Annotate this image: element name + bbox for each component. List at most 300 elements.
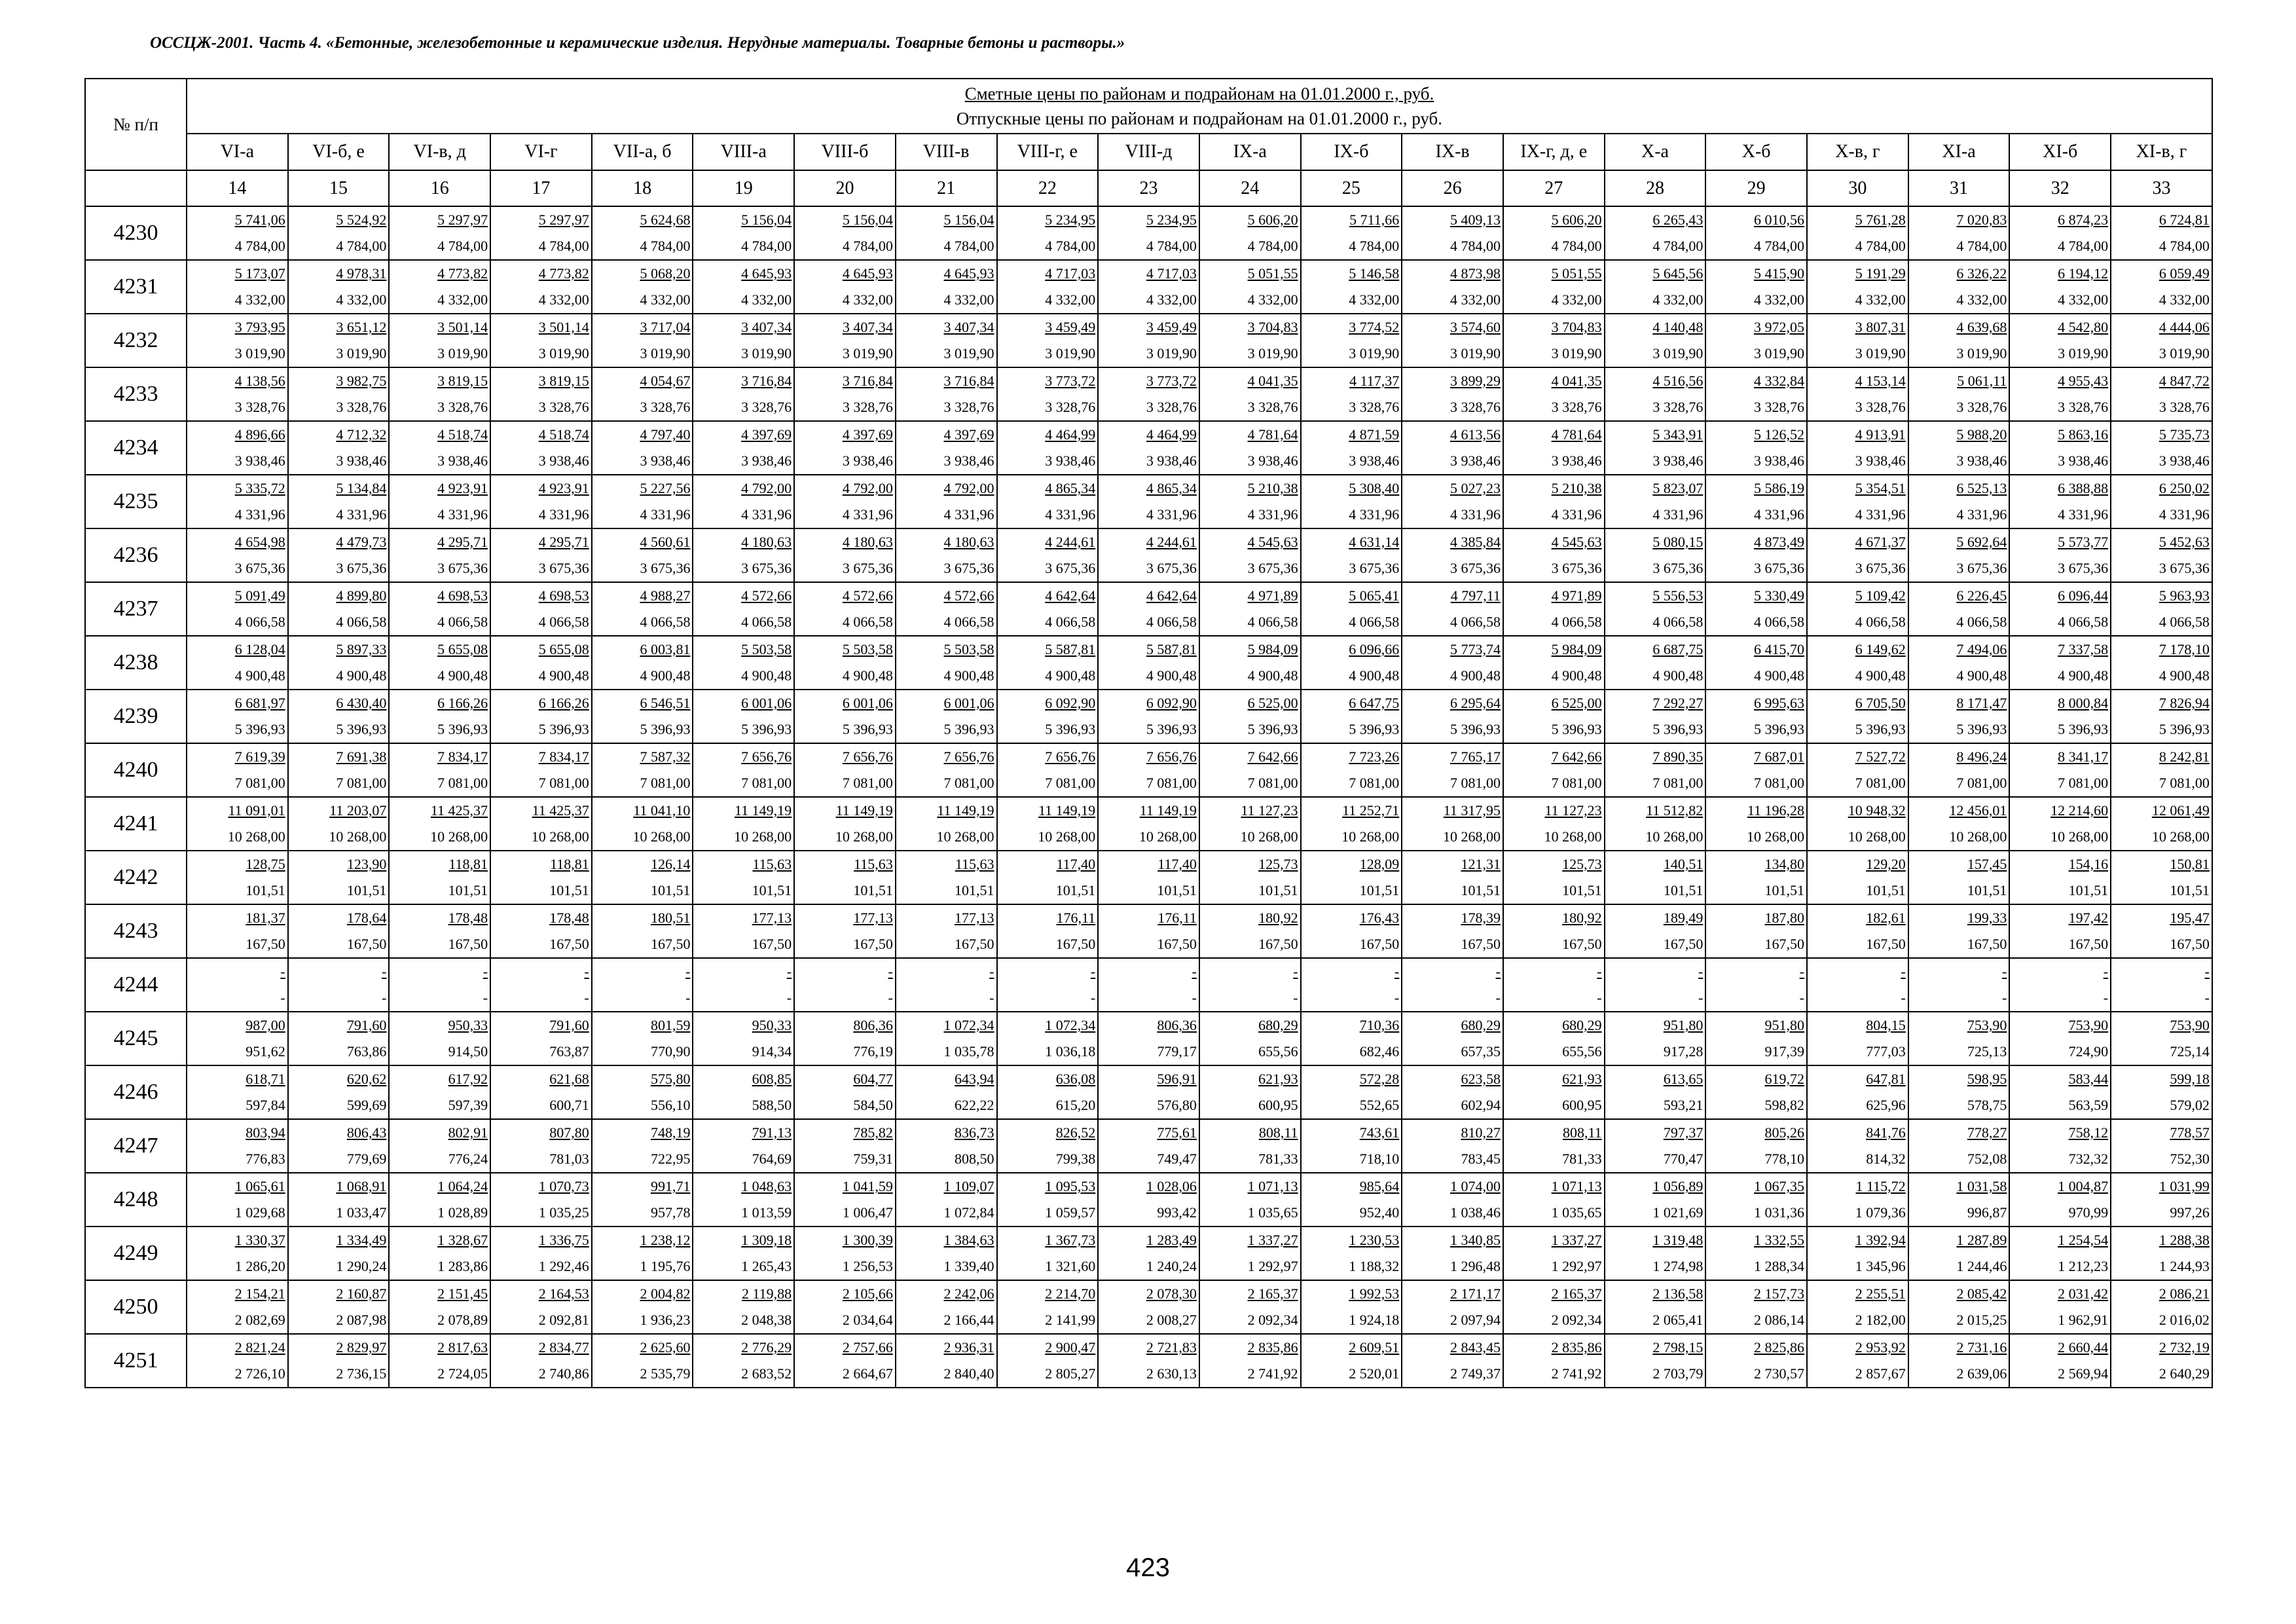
release-price: 3 328,76	[1349, 399, 1400, 415]
price-cell	[490, 475, 592, 528]
price-cell	[2111, 1065, 2212, 1119]
release-price: 917,28	[1663, 1043, 1704, 1060]
estimated-price: 1 074,00	[1449, 1178, 1501, 1194]
release-price: 5 396,93	[1754, 721, 1804, 737]
release-price: 2 034,64	[842, 1312, 893, 1328]
price-cell	[2111, 1119, 2212, 1173]
price-cell	[1605, 904, 1706, 958]
price-cell	[1705, 1065, 1807, 1119]
price-cell	[2111, 743, 2212, 797]
estimated-price: 4 138,56	[234, 373, 285, 389]
column-number-blank	[85, 170, 187, 206]
release-price: 101,51	[346, 882, 387, 898]
release-price: 2 640,29	[2159, 1365, 2210, 1382]
estimated-price: 4 516,56	[1652, 373, 1704, 389]
price-cell	[1807, 1280, 1908, 1334]
release-price: 4 331,96	[640, 506, 691, 523]
price-cell	[896, 1012, 997, 1065]
price-cell	[2111, 1334, 2212, 1388]
estimated-price: 2 136,58	[1652, 1285, 1704, 1302]
estimated-price: 1 254,54	[2058, 1232, 2109, 1248]
estimated-price: 4 180,63	[741, 534, 792, 550]
table-row	[85, 636, 2212, 690]
price-cell	[1503, 1012, 1605, 1065]
price-cell	[592, 1119, 693, 1173]
release-price: 2 166,44	[943, 1312, 994, 1328]
price-cell	[1301, 475, 1402, 528]
release-price: 167,50	[246, 936, 285, 952]
release-price: 7 081,00	[1956, 775, 2007, 791]
price-cell	[187, 1065, 288, 1119]
column-number: 32	[2009, 170, 2111, 206]
release-price: 4 900,48	[1652, 667, 1704, 684]
release-price: 2 008,27	[1146, 1312, 1197, 1328]
estimated-price: 3 459,49	[1045, 319, 1096, 335]
estimated-price: 753,90	[2068, 1017, 2109, 1033]
price-cell	[288, 528, 390, 582]
release-price: 5 396,93	[943, 721, 994, 737]
estimated-price: 6 001,06	[741, 695, 792, 711]
release-price: 10 268,00	[1341, 828, 1400, 845]
release-price: 4 784,00	[1652, 238, 1704, 254]
price-cell	[1705, 743, 1807, 797]
row-number: 4243	[85, 904, 187, 958]
column-number: 25	[1301, 170, 1402, 206]
row-number: 4248	[85, 1173, 187, 1227]
release-price: 5 396,93	[1146, 721, 1197, 737]
release-price: 3 019,90	[538, 345, 589, 361]
release-price: 101,51	[1967, 882, 2007, 898]
estimated-price: 2 829,97	[336, 1339, 387, 1356]
estimated-price: 5 210,38	[1247, 480, 1298, 496]
estimated-price: 5 984,09	[1247, 641, 1298, 657]
release-price: 3 019,90	[1449, 345, 1501, 361]
price-cell	[1098, 528, 1199, 582]
release-price: 3 328,76	[1956, 399, 2007, 415]
estimated-price: 5 587,81	[1045, 641, 1096, 657]
price-cell	[1705, 1334, 1807, 1388]
price-cell	[997, 1227, 1099, 1280]
price-cell	[1402, 1334, 1503, 1388]
district-header: VIII-г, е	[997, 134, 1099, 170]
price-cell	[490, 1173, 592, 1227]
table-row	[85, 1012, 2212, 1065]
price-cell	[1807, 636, 1908, 690]
price-cell	[288, 367, 390, 421]
table-row	[85, 851, 2212, 904]
price-cell	[187, 904, 288, 958]
price-cell	[490, 690, 592, 743]
estimated-price: 5 655,08	[538, 641, 589, 657]
estimated-price: 11 149,19	[835, 802, 893, 819]
release-price: 4 900,48	[1551, 667, 1602, 684]
estimated-price: 176,11	[1056, 910, 1096, 926]
price-cell	[1807, 743, 1908, 797]
release-price: 4 331,96	[1449, 506, 1501, 523]
price-cell	[1503, 1334, 1605, 1388]
release-price: 779,69	[346, 1151, 387, 1167]
release-price: 3 675,36	[2058, 560, 2109, 576]
estimated-price: 1 367,73	[1045, 1232, 1096, 1248]
price-cell	[1098, 797, 1199, 851]
estimated-price: 6 687,75	[1652, 641, 1704, 657]
price-cell	[1605, 1012, 1706, 1065]
release-price: 10 268,00	[2151, 828, 2210, 845]
release-price: 3 328,76	[1855, 399, 1906, 415]
price-title-cell	[187, 79, 2212, 134]
estimated-price: 778,27	[1967, 1124, 2007, 1141]
estimated-price: 2 151,45	[437, 1285, 488, 1302]
release-price: 101,51	[549, 882, 589, 898]
release-price: 2 141,99	[1045, 1312, 1096, 1328]
release-price: 7 081,00	[1045, 775, 1096, 791]
release-price: 2 683,52	[741, 1365, 792, 1382]
release-price: 4 900,48	[640, 667, 691, 684]
estimated-price: 1 064,24	[437, 1178, 488, 1194]
release-price: 655,56	[1562, 1043, 1602, 1060]
price-cell	[1705, 1012, 1807, 1065]
estimated-price: 1 004,87	[2058, 1178, 2109, 1194]
price-cell	[2111, 582, 2212, 636]
release-price: 4 331,96	[842, 506, 893, 523]
estimated-price: 12 214,60	[2050, 802, 2109, 819]
price-cell	[896, 958, 997, 1012]
price-cell	[1503, 797, 1605, 851]
price-cell	[1503, 260, 1605, 314]
release-price: 615,20	[1055, 1097, 1096, 1113]
price-cell	[997, 1334, 1099, 1388]
estimated-price: 5 134,84	[336, 480, 387, 496]
price-cell	[1807, 475, 1908, 528]
release-price: 101,51	[448, 882, 488, 898]
price-cell	[2009, 1065, 2111, 1119]
estimated-price: 117,40	[1056, 856, 1096, 872]
release-price: 4 066,58	[1449, 614, 1501, 630]
price-cell	[794, 904, 896, 958]
price-cell	[1098, 743, 1199, 797]
estimated-price: 7 656,76	[741, 748, 792, 765]
estimated-price: 2 835,86	[1551, 1339, 1602, 1356]
release-price: -	[2002, 989, 2007, 1006]
release-price: 4 784,00	[741, 238, 792, 254]
release-price: 3 019,90	[1754, 345, 1804, 361]
estimated-price: 5 297,97	[538, 212, 589, 228]
estimated-price: 599,18	[2170, 1071, 2210, 1087]
price-cell	[389, 1280, 490, 1334]
estimated-price: 743,61	[1359, 1124, 1400, 1141]
release-price: 4 331,96	[943, 506, 994, 523]
estimated-price: 836,73	[955, 1124, 994, 1141]
price-cell	[1301, 1227, 1402, 1280]
price-cell	[187, 528, 288, 582]
price-cell	[490, 582, 592, 636]
release-price: 10 268,00	[1442, 828, 1501, 845]
estimated-price: 5 027,23	[1449, 480, 1501, 496]
estimated-price: 4 712,32	[336, 426, 387, 443]
column-number: 19	[693, 170, 794, 206]
release-price: 600,95	[1562, 1097, 1602, 1113]
table-row	[85, 367, 2212, 421]
row-number: 4234	[85, 421, 187, 475]
release-price: 808,50	[955, 1151, 994, 1167]
table-row	[85, 1227, 2212, 1280]
estimated-price: 4 542,80	[2058, 319, 2109, 335]
release-price: 4 784,00	[842, 238, 893, 254]
estimated-price: 583,44	[2068, 1071, 2109, 1087]
release-price: 3 019,90	[437, 345, 488, 361]
price-cell	[997, 367, 1099, 421]
price-cell	[997, 421, 1099, 475]
price-cell	[1301, 421, 1402, 475]
estimated-price: 11 425,37	[532, 802, 589, 819]
price-cell	[2009, 851, 2111, 904]
price-cell	[1705, 1280, 1807, 1334]
release-price: 3 938,46	[1349, 452, 1400, 469]
price-cell	[1807, 797, 1908, 851]
price-cell	[1605, 636, 1706, 690]
estimated-price: 3 716,84	[741, 373, 792, 389]
release-price: 4 331,96	[437, 506, 488, 523]
price-cell	[1807, 851, 1908, 904]
column-number: 29	[1705, 170, 1807, 206]
price-cell	[896, 1227, 997, 1280]
price-cell	[2009, 958, 2111, 1012]
price-cell	[389, 636, 490, 690]
release-price: 576,80	[1157, 1097, 1197, 1113]
release-price: 4 331,96	[741, 506, 792, 523]
price-cell	[1301, 314, 1402, 367]
estimated-price: 2 171,17	[1449, 1285, 1501, 1302]
release-price: 3 328,76	[1754, 399, 1804, 415]
estimated-price: 7 826,94	[2159, 695, 2210, 711]
price-cell	[794, 1065, 896, 1119]
release-price: 3 938,46	[2159, 452, 2210, 469]
estimated-price: 2 843,45	[1449, 1339, 1501, 1356]
estimated-price: 596,91	[1157, 1071, 1197, 1087]
price-cell	[1705, 421, 1807, 475]
estimated-price: 680,29	[1461, 1017, 1501, 1033]
estimated-price: 5 984,09	[1551, 641, 1602, 657]
price-cell	[1605, 743, 1706, 797]
release-price: 1 021,69	[1652, 1204, 1704, 1221]
release-price: 101,51	[1359, 882, 1400, 898]
estimated-price: 8 242,81	[2159, 748, 2210, 765]
release-price: 1 188,32	[1349, 1258, 1400, 1274]
price-cell	[1908, 367, 2010, 421]
release-price: 5 396,93	[437, 721, 488, 737]
price-cell	[1402, 206, 1503, 260]
estimated-price: 797,37	[1663, 1124, 1704, 1141]
release-price: -	[685, 989, 691, 1006]
estimated-price: 176,11	[1157, 910, 1197, 926]
price-cell	[794, 958, 896, 1012]
estimated-price: 1 337,27	[1551, 1232, 1602, 1248]
price-cell	[1807, 314, 1908, 367]
estimated-price: 5 330,49	[1754, 587, 1804, 604]
price-cell	[288, 690, 390, 743]
price-cell	[997, 797, 1099, 851]
release-price: -	[989, 989, 994, 1006]
price-cell	[693, 475, 794, 528]
estimated-price: 11 149,19	[1139, 802, 1197, 819]
release-price: 4 784,00	[538, 238, 589, 254]
estimated-price: 2 165,37	[1551, 1285, 1602, 1302]
release-price: 101,51	[1461, 882, 1501, 898]
price-cell	[896, 904, 997, 958]
price-cell	[896, 1334, 997, 1388]
price-cell	[187, 1119, 288, 1173]
estimated-price: 5 645,56	[1652, 265, 1704, 282]
estimated-price: 2 721,83	[1146, 1339, 1197, 1356]
estimated-price: 4 244,61	[1045, 534, 1096, 550]
estimated-price: 4 971,89	[1551, 587, 1602, 604]
price-cell	[693, 1334, 794, 1388]
price-cell	[1908, 904, 2010, 958]
estimated-price: 5 573,77	[2058, 534, 2109, 550]
release-price: 602,94	[1461, 1097, 1501, 1113]
price-cell	[1199, 690, 1301, 743]
estimated-price: 619,72	[1764, 1071, 1804, 1087]
price-cell	[490, 314, 592, 367]
release-price: 579,02	[2170, 1097, 2210, 1113]
estimated-price: 2 834,77	[538, 1339, 589, 1356]
estimated-price: 2 165,37	[1247, 1285, 1298, 1302]
price-cell	[1199, 1280, 1301, 1334]
price-cell	[2009, 1012, 2111, 1065]
estimated-price: 810,27	[1461, 1124, 1501, 1141]
release-price: 3 019,90	[1855, 345, 1906, 361]
release-price: 101,51	[1562, 882, 1602, 898]
estimated-price: 1 334,49	[336, 1232, 387, 1248]
price-cell	[1705, 314, 1807, 367]
release-price: 4 066,58	[336, 614, 387, 630]
price-cell	[187, 1280, 288, 1334]
estimated-price: 12 456,01	[1949, 802, 2007, 819]
release-price: 749,47	[1157, 1151, 1197, 1167]
release-price: 4 784,00	[2058, 238, 2109, 254]
release-price: 10 268,00	[835, 828, 893, 845]
estimated-price: 710,36	[1359, 1017, 1400, 1033]
price-cell	[2111, 636, 2212, 690]
estimated-price: 1 095,53	[1045, 1178, 1096, 1194]
estimated-price: 1 337,27	[1247, 1232, 1298, 1248]
release-price: 167,50	[955, 936, 994, 952]
price-cell	[2111, 206, 2212, 260]
price-cell	[1503, 528, 1605, 582]
estimated-price: 5 692,64	[1956, 534, 2007, 550]
release-price: 7 081,00	[1551, 775, 1602, 791]
estimated-price: 5 234,95	[1045, 212, 1096, 228]
release-price: 10 268,00	[2050, 828, 2109, 845]
estimated-price: 791,13	[752, 1124, 792, 1141]
estimated-price: 2 953,92	[1855, 1339, 1906, 1356]
release-price: 5 396,93	[1551, 721, 1602, 737]
price-cell	[1402, 314, 1503, 367]
price-cell	[1098, 1280, 1199, 1334]
estimated-price: 1 068,91	[336, 1178, 387, 1194]
release-price: 4 332,00	[1855, 291, 1906, 308]
price-cell	[1908, 1227, 2010, 1280]
estimated-price: -	[1192, 963, 1197, 980]
row-number-header: № п/п	[85, 79, 187, 170]
release-price: 1 035,65	[1247, 1204, 1298, 1221]
estimated-price: 643,94	[955, 1071, 994, 1087]
estimated-price: 6 874,23	[2058, 212, 2109, 228]
estimated-price: 11 149,19	[937, 802, 994, 819]
price-cell	[997, 690, 1099, 743]
estimated-price: 1 028,06	[1146, 1178, 1197, 1194]
price-cell	[1705, 367, 1807, 421]
estimated-price: 4 698,53	[437, 587, 488, 604]
row-number: 4250	[85, 1280, 187, 1334]
estimated-price: -	[382, 963, 387, 980]
release-price: 1 038,46	[1449, 1204, 1501, 1221]
price-cell	[389, 421, 490, 475]
price-cell	[1908, 1119, 2010, 1173]
price-cell	[1098, 690, 1199, 743]
estimated-price: 785,82	[853, 1124, 893, 1141]
estimated-price: 134,80	[1764, 856, 1804, 872]
release-price: 3 019,90	[842, 345, 893, 361]
price-cell	[693, 1012, 794, 1065]
row-number: 4233	[85, 367, 187, 421]
release-price: 4 332,00	[1349, 291, 1400, 308]
release-price: 4 332,00	[1247, 291, 1298, 308]
price-cell	[2009, 797, 2111, 851]
estimated-price: 5 606,20	[1247, 212, 1298, 228]
estimated-price: 623,58	[1461, 1071, 1501, 1087]
estimated-price: 10 948,32	[1848, 802, 1906, 819]
row-number: 4242	[85, 851, 187, 904]
row-number: 4245	[85, 1012, 187, 1065]
release-price: 4 066,58	[1349, 614, 1400, 630]
estimated-price: 5 308,40	[1349, 480, 1400, 496]
row-number: 4249	[85, 1227, 187, 1280]
estimated-price: 5 146,58	[1349, 265, 1400, 282]
estimated-price: 11 512,82	[1646, 802, 1704, 819]
estimated-price: 5 061,11	[1957, 373, 2007, 389]
price-cell	[389, 797, 490, 851]
estimated-price: 3 716,84	[943, 373, 994, 389]
release-price: 4 066,58	[943, 614, 994, 630]
release-price: 4 784,00	[2159, 238, 2210, 254]
release-price: -	[280, 989, 285, 1006]
release-price: 600,95	[1258, 1097, 1298, 1113]
price-cell	[187, 314, 288, 367]
estimated-price: 4 545,63	[1247, 534, 1298, 550]
estimated-price: 180,92	[1562, 910, 1602, 926]
price-cell	[1705, 690, 1807, 743]
estimated-price: 181,37	[246, 910, 285, 926]
price-cell	[997, 1280, 1099, 1334]
column-number: 17	[490, 170, 592, 206]
price-cell	[1807, 421, 1908, 475]
release-price: 10 268,00	[1240, 828, 1298, 845]
release-price: 1 292,97	[1551, 1258, 1602, 1274]
estimated-price: 4 873,98	[1449, 265, 1501, 282]
price-cell	[1098, 260, 1199, 314]
price-cell	[2111, 904, 2212, 958]
price-cell	[2111, 528, 2212, 582]
price-cell	[1908, 958, 2010, 1012]
column-number: 23	[1098, 170, 1199, 206]
estimated-price: 4 792,00	[943, 480, 994, 496]
release-price: 4 900,48	[1956, 667, 2007, 684]
release-price: 2 065,41	[1652, 1312, 1704, 1328]
price-cell	[389, 582, 490, 636]
estimated-price: 5 988,20	[1956, 426, 2007, 443]
release-price: 4 066,58	[1652, 614, 1704, 630]
